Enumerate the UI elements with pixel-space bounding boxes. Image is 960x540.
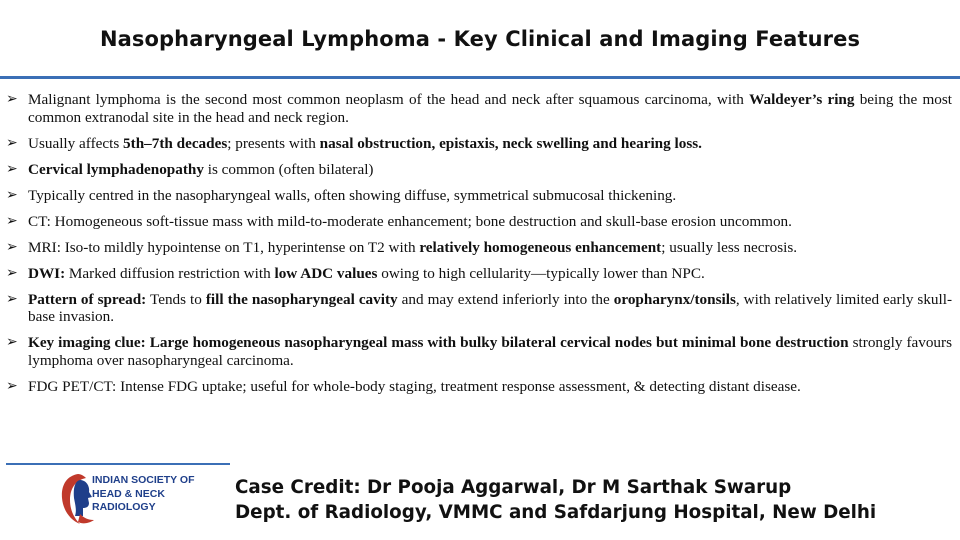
society-logo [58,470,214,528]
logo-line: INDIAN SOCIETY OF [92,474,195,486]
bold-text: fill the nasopharyngeal cavity [205,290,398,308]
bullet-item [6,239,952,257]
bullet-item [6,161,952,179]
bullet-text [28,91,952,126]
text-run: is common (often bilateral) [203,160,374,178]
right-arrowhead-icon: ➢ [6,290,18,307]
right-arrowhead-icon: ➢ [6,186,18,203]
text-run: FDG PET/CT: Intense FDG uptake; useful for whole-body staging, treatment response assessment, & detecting distant disease. [28,377,801,395]
text-run: Typically centred in the nasopharyngeal walls, often showing diffuse, symmetrical submucosal thickening. [28,186,677,204]
bullet-item [6,334,952,369]
bullet-text [28,334,952,369]
text-run: Tends to [146,290,206,308]
bullet-text [28,291,952,326]
bullet-item [6,291,952,326]
text-run: and may extend inferiorly into the [397,290,614,308]
bullet-item [6,91,952,126]
bullet-text [28,239,952,257]
text-run: MRI: Iso-to mildly hypointense on T1, hyperintense on T2 with [28,238,420,256]
bullet-text [28,135,952,153]
logo-text [92,474,194,515]
bullet-item [6,187,952,205]
bullet-item [6,265,952,283]
text-run: ; presents with [227,134,320,152]
right-arrowhead-icon: ➢ [6,212,18,229]
case-credit [235,475,876,525]
text-run: being the most common extranodal site in the head and neck region. [28,91,953,126]
bullet-text [28,378,952,396]
slide-title: Nasopharyngeal Lymphoma - Key Clinical and Imaging Features [99,27,861,51]
text-run: , with relatively limited early skull-base invasion. [28,290,953,325]
bullet-text [28,265,952,283]
bold-text: 5th–7th decades [123,134,228,152]
bold-text: Cervical lymphadenopathy [28,160,204,178]
bold-text: Pattern of spread: [28,290,147,308]
right-arrowhead-icon: ➢ [6,238,18,255]
bullet-text [28,213,952,231]
bold-text: Waldeyer’s ring [749,91,855,108]
text-run: Marked diffusion restriction with [65,264,275,282]
credit-department: Dept. of Radiology, VMMC and Safdarjung Hospital, New Delhi [235,502,877,523]
bullet-text [28,161,952,179]
bullet-item [6,213,952,231]
title-divider [0,76,960,79]
right-arrowhead-icon: ➢ [6,91,18,107]
text-run: strongly favours lymphoma over nasopharyngeal carcinoma. [28,334,952,369]
logo-line: RADIOLOGY [92,501,156,513]
right-arrowhead-icon: ➢ [6,377,18,394]
bold-text: nasal obstruction, epistaxis, neck swelling and hearing loss. [319,134,702,152]
bullet-list [6,91,952,404]
right-arrowhead-icon: ➢ [6,334,18,350]
logo-line: HEAD & NECK [92,487,165,500]
credit-authors: Case Credit: Dr Pooja Aggarwal, Dr M Sarthak Swarup [235,477,792,498]
right-arrowhead-icon: ➢ [6,134,18,151]
bold-text: DWI: [28,264,66,282]
bullet-text [28,187,952,205]
right-arrowhead-icon: ➢ [6,264,18,281]
bold-text: oropharynx/tonsils [613,290,736,308]
text-run: Malignant lymphoma is the second most common neoplasm of the head and neck after squamous carcinoma, with [28,91,750,108]
right-arrowhead-icon: ➢ [6,160,18,177]
bullet-item [6,135,952,153]
bold-text: low ADC values [274,264,378,282]
bullet-item [6,378,952,396]
text-run: ; usually less necrosis. [661,238,798,256]
bold-text: relatively homogeneous enhancement [419,238,662,256]
text-run: Usually affects [28,134,124,152]
text-run: CT: Homogeneous soft-tissue mass with mild-to-moderate enhancement; bone destruction and skull-base erosion uncommon. [28,212,792,230]
footer-divider [6,463,230,465]
bold-text: Key imaging clue: Large homogeneous nasopharyngeal mass with bulky bilateral cervical nodes but minimal bone destruction [28,334,849,351]
text-run: owing to high cellularity—typically lower than NPC. [377,264,705,282]
